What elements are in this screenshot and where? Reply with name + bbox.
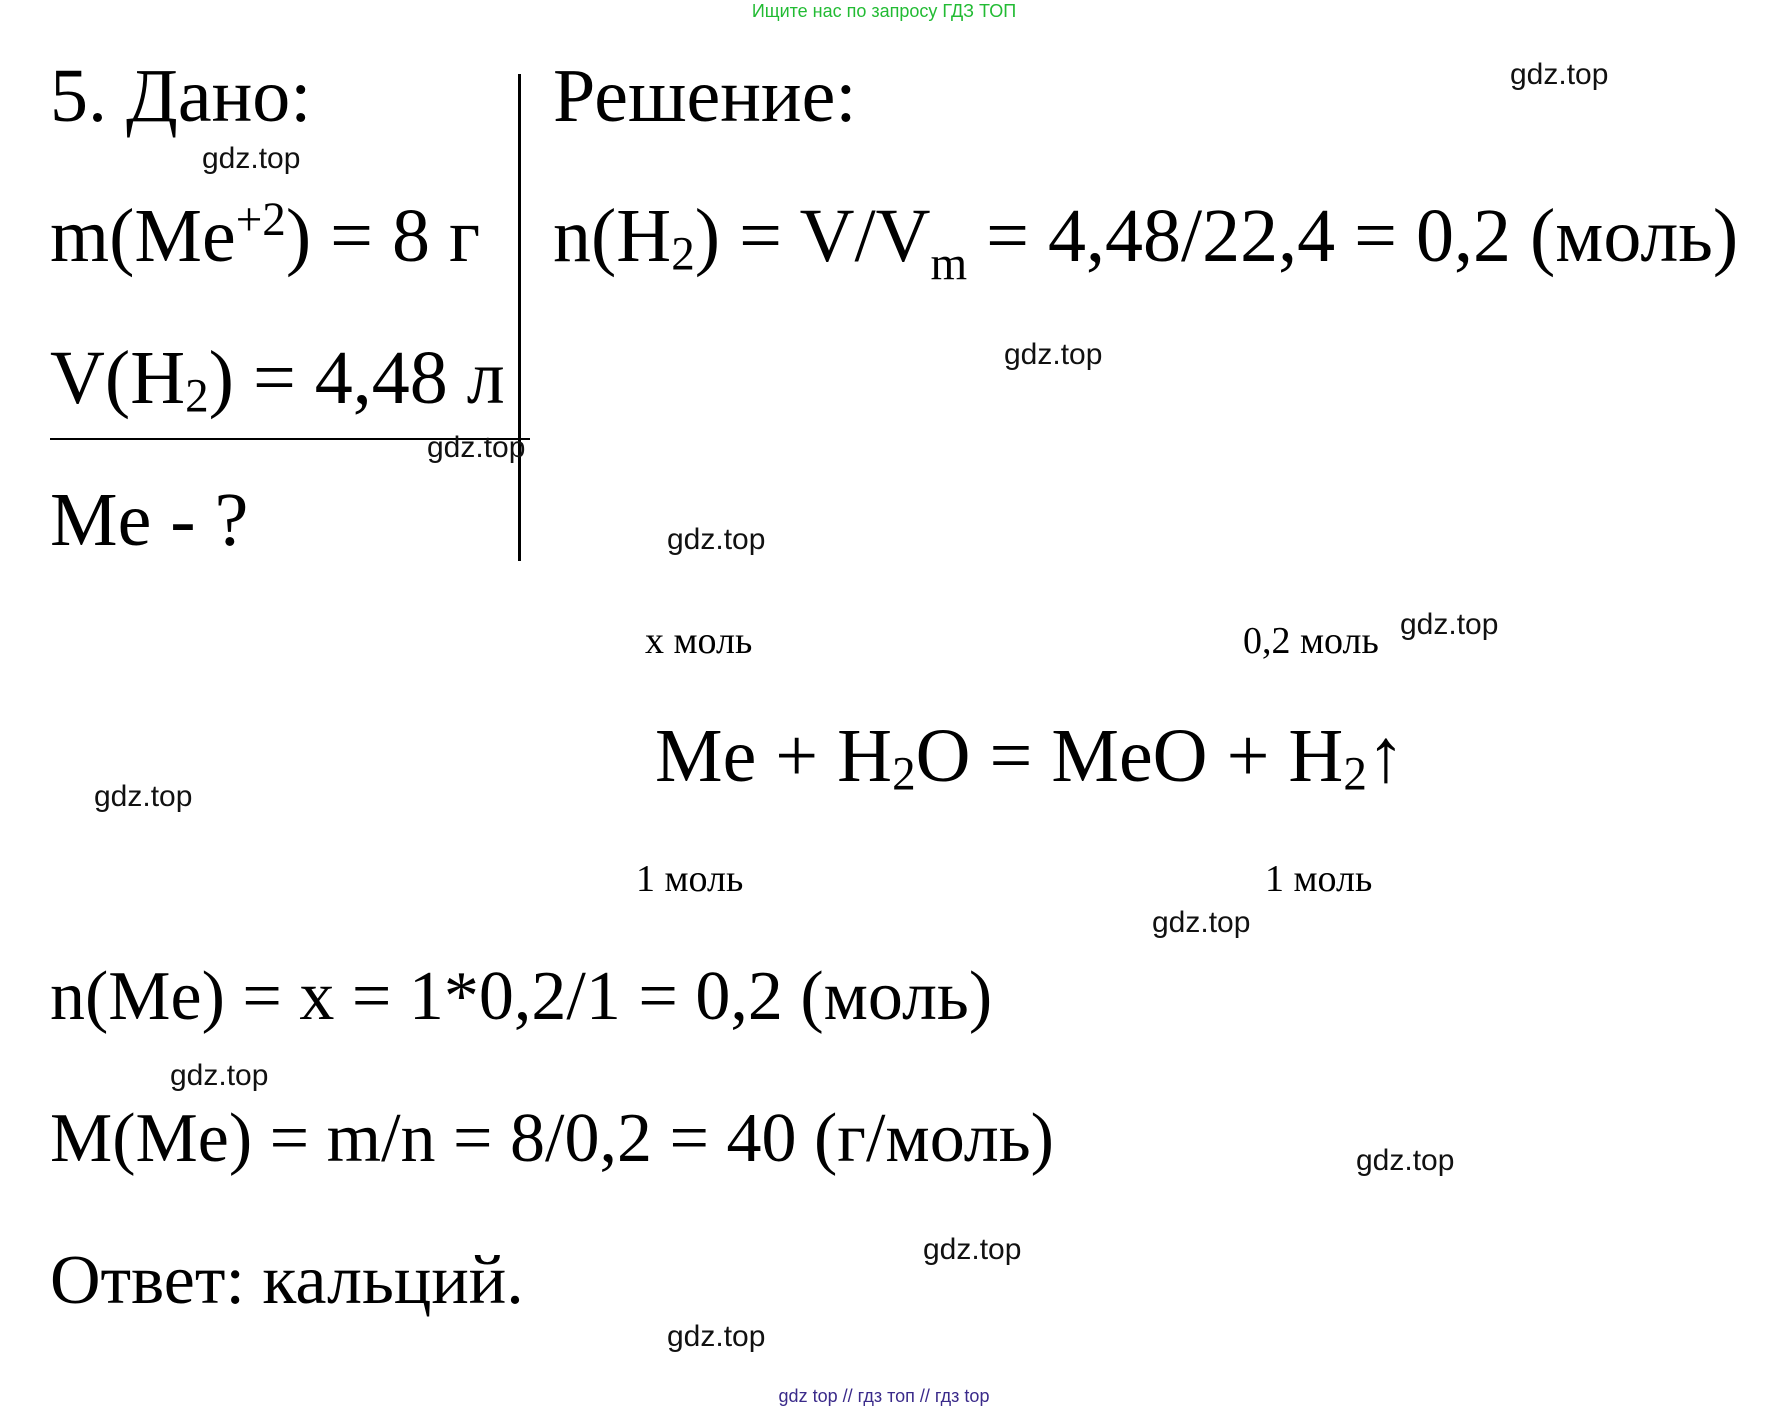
- reaction-above-left: x моль: [645, 620, 753, 662]
- solution-n-h2-pre: n(H: [553, 194, 672, 278]
- watermark: gdz.top: [667, 1320, 766, 1353]
- watermark: gdz.top: [202, 142, 301, 175]
- solution-vm-sub: m: [930, 237, 968, 290]
- gas-arrow-icon: ↑: [1366, 714, 1405, 798]
- given-heading: 5. Дано:: [50, 54, 312, 138]
- reaction-above-right: 0,2 моль: [1243, 620, 1379, 662]
- watermark: gdz.top: [427, 431, 526, 464]
- given-volume-pre: V(H: [50, 336, 186, 420]
- given-volume-post: ) = 4,48 л: [208, 336, 505, 420]
- given-volume-sub: 2: [185, 370, 209, 423]
- footer-links[interactable]: gdz top // гдз топ // гдз top: [778, 1386, 990, 1406]
- given-mass-line: [50, 194, 481, 278]
- watermark: gdz.top: [94, 780, 193, 813]
- reaction-eq-b: O = MeO + H: [915, 714, 1344, 798]
- watermark: gdz.top: [170, 1059, 269, 1092]
- watermark: gdz.top: [1400, 608, 1499, 641]
- given-mass-pre: m(Me: [50, 194, 236, 278]
- solution-n-h2-mid: ) = V/V: [694, 194, 931, 278]
- given-solution-separator: [518, 74, 521, 561]
- reaction-equation: [655, 714, 1405, 801]
- given-mass-charge: +2: [235, 194, 286, 247]
- solution-n-h2-line: [553, 194, 1739, 290]
- reaction-eq-a: Me + H: [655, 714, 893, 798]
- watermark: gdz.top: [923, 1233, 1022, 1266]
- watermark: gdz.top: [667, 523, 766, 556]
- watermark: gdz.top: [1510, 58, 1609, 91]
- given-find: Me - ?: [50, 478, 249, 562]
- reaction-below-right: 1 моль: [1265, 858, 1373, 900]
- reaction-eq-a-sub: 2: [892, 748, 916, 801]
- calc-n-me: n(Me) = x = 1*0,2/1 = 0,2 (моль): [50, 958, 993, 1035]
- reaction-eq-b-sub: 2: [1343, 748, 1367, 801]
- solution-n-h2-post: = 4,48/22,4 = 0,2 (моль): [967, 194, 1739, 278]
- calc-answer: Ответ: кальций.: [50, 1242, 524, 1319]
- solution-n-h2-sub: 2: [671, 228, 695, 281]
- solution-heading: Решение:: [553, 54, 857, 138]
- top-banner: Ищите нас по запросу ГДЗ ТОП: [751, 1, 1017, 21]
- watermark: gdz.top: [1152, 906, 1251, 939]
- reaction-below-left: 1 моль: [636, 858, 744, 900]
- watermark: gdz.top: [1004, 338, 1103, 371]
- given-mass-post: ) = 8 г: [285, 194, 481, 278]
- given-volume-line: [50, 336, 505, 423]
- calc-molar-mass: M(Me) = m/n = 8/0,2 = 40 (г/моль): [50, 1100, 1054, 1177]
- watermark: gdz.top: [1356, 1144, 1455, 1177]
